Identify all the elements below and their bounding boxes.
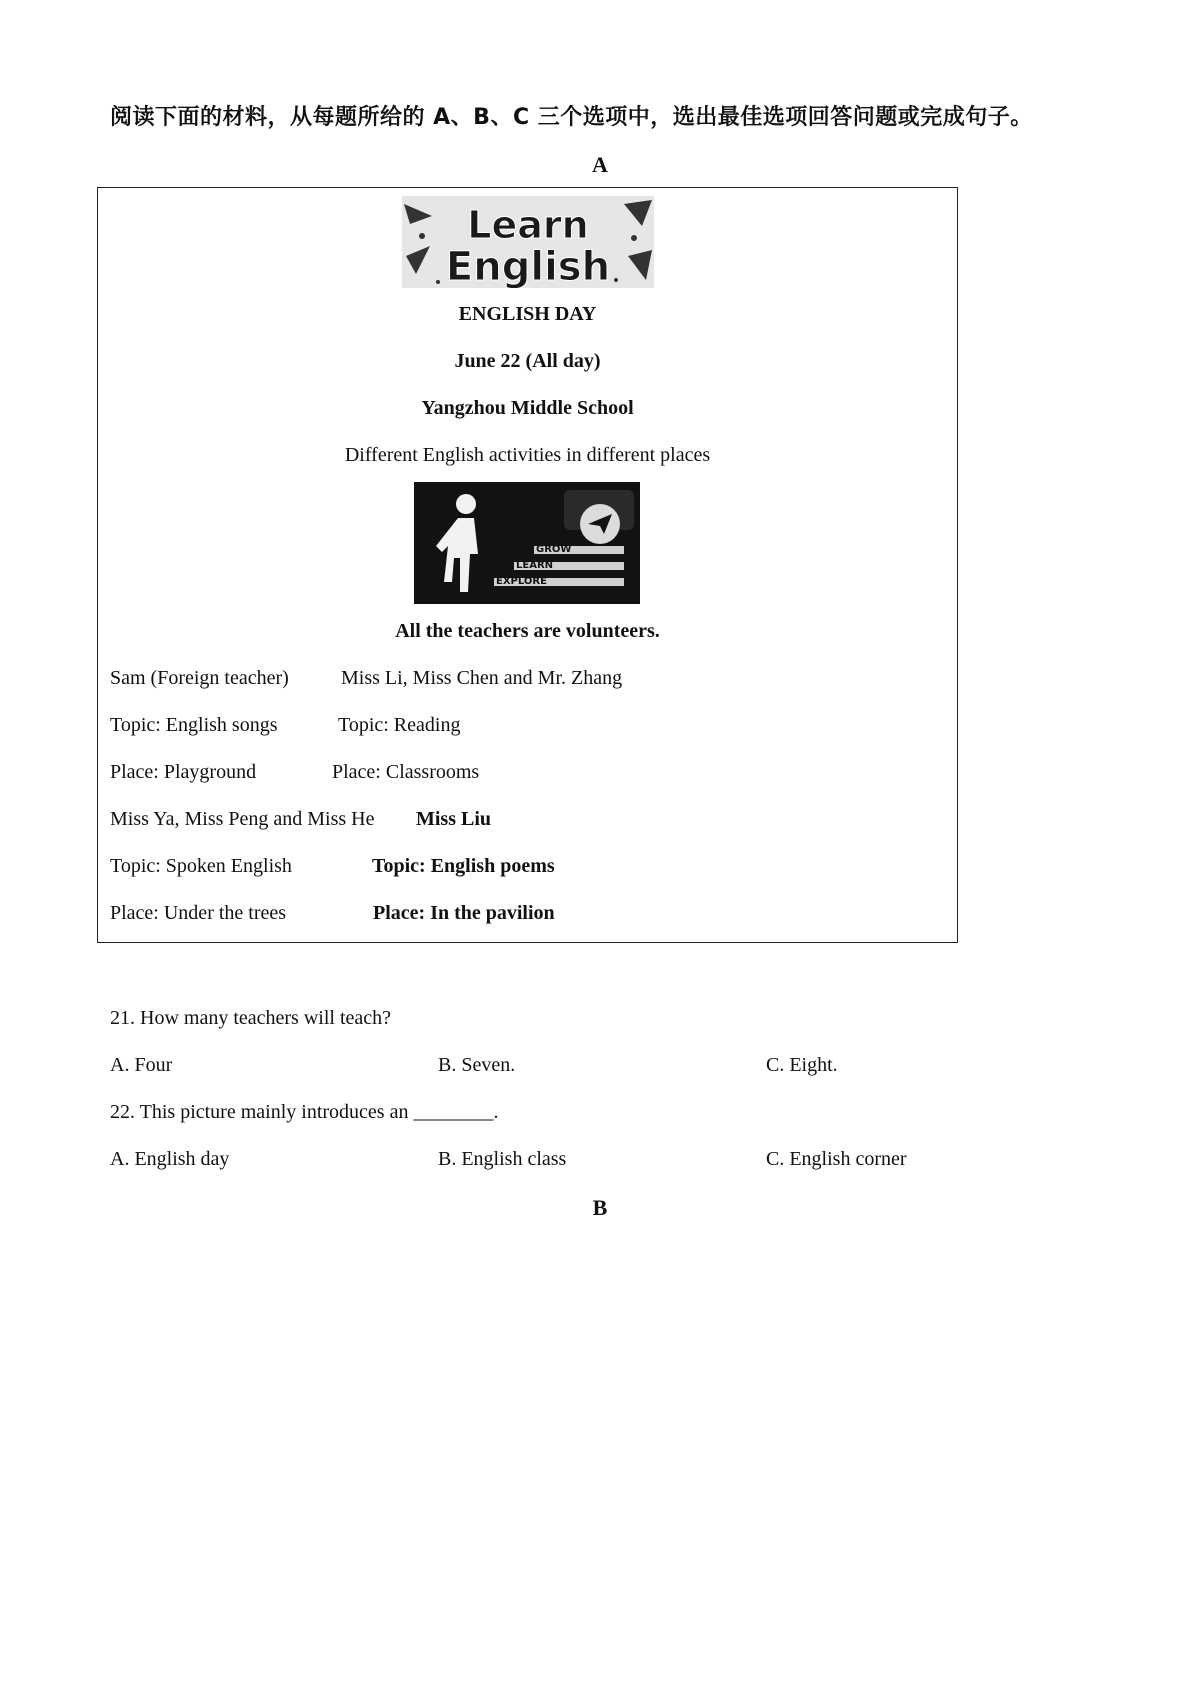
photo-word-grow: GROW xyxy=(536,544,572,555)
row-5-right: Topic: English poems xyxy=(372,855,555,877)
row-6-left: Place: Under the trees xyxy=(110,902,287,924)
row-5-left: Topic: Spoken English xyxy=(110,855,292,877)
row-2-right: Topic: Reading xyxy=(338,714,461,736)
instruction-text: 阅读下面的材料，从每题所给的 A、B、C 三个选项中，选出最佳选项回答问题或完成句子。 xyxy=(110,105,1033,130)
section-b-label: B xyxy=(592,1195,608,1220)
question-21-option-a[interactable]: A. Four xyxy=(110,1054,173,1076)
row-1-left: Sam (Foreign teacher) xyxy=(110,667,289,689)
photo-word-learn: LEARN xyxy=(516,560,554,571)
question-21-option-c[interactable]: C. Eight. xyxy=(766,1054,838,1076)
grow-learn-explore-photo xyxy=(414,482,640,604)
question-21-stem: 21. How many teachers will teach? xyxy=(110,1007,392,1029)
photo-word-explore: EXPLORE xyxy=(496,576,547,587)
row-3-left: Place: Playground xyxy=(110,761,257,783)
learn-english-logo xyxy=(402,196,654,288)
question-21-option-b[interactable]: B. Seven. xyxy=(438,1054,516,1076)
poster-title: ENGLISH DAY xyxy=(458,303,597,325)
row-4-right: Miss Liu xyxy=(416,808,492,830)
row-3-right: Place: Classrooms xyxy=(332,761,480,783)
row-6-right: Place: In the pavilion xyxy=(373,902,555,924)
poster-date: June 22 (All day) xyxy=(454,350,601,372)
question-22-option-c[interactable]: C. English corner xyxy=(766,1148,907,1170)
logo-line2: English xyxy=(445,244,611,288)
row-1-right: Miss Li, Miss Chen and Mr. Zhang xyxy=(341,667,623,689)
section-a-label: A xyxy=(592,152,608,177)
logo-line1: Learn xyxy=(467,203,589,247)
question-22-option-b[interactable]: B. English class xyxy=(438,1148,567,1170)
poster-school: Yangzhou Middle School xyxy=(421,397,634,419)
question-22-option-a[interactable]: A. English day xyxy=(110,1148,230,1170)
row-4-left: Miss Ya, Miss Peng and Miss He xyxy=(110,808,375,830)
row-2-left: Topic: English songs xyxy=(110,714,278,736)
poster-subtitle: Different English activities in different places xyxy=(344,444,711,466)
question-22-stem: 22. This picture mainly introduces an ________. xyxy=(110,1101,499,1123)
volunteers-note: All the teachers are volunteers. xyxy=(395,620,660,642)
